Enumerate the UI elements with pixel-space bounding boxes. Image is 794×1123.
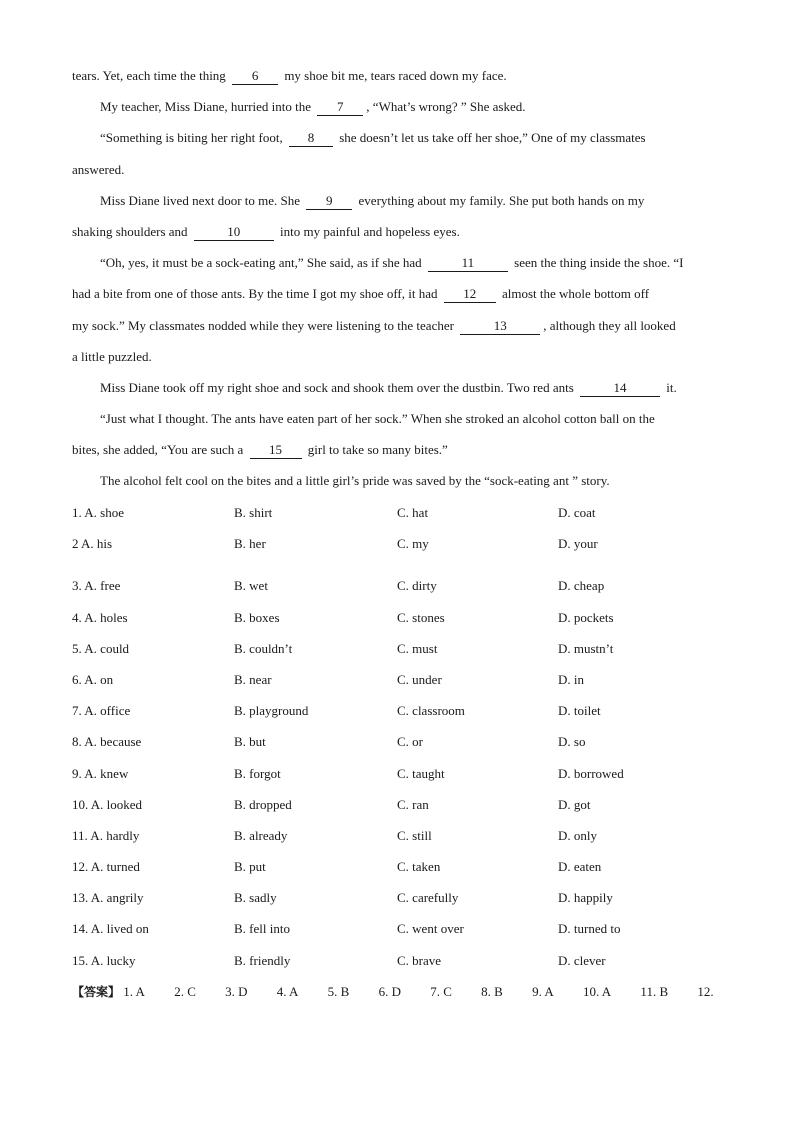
passage-line: The alcohol felt cool on the bites and a little girl’s pride was saved by the “sock-eating ant ” story. xyxy=(100,473,610,489)
cloze-passage xyxy=(72,62,724,499)
passage-line: “Just what I thought. The ants have eaten part of her sock.” When she stroked an alcohol cotton ball on the xyxy=(100,411,655,427)
passage-line: Miss Diane lived next door to me. She 9 everything about my family. She put both hands on my xyxy=(100,192,645,208)
question-row: 2 A. his B. her C. my D. your xyxy=(72,536,598,552)
question-row: 12. A. turned B. put C. taken D. eaten xyxy=(72,859,602,875)
question-row: 5. A. could B. couldn’t C. must D. mustn’t xyxy=(72,640,614,656)
answer-tag: 【答案】 xyxy=(72,985,121,999)
passage-line: shaking shoulders and 10 into my painful and hopeless eyes. xyxy=(72,223,460,239)
blank-11: 11 xyxy=(428,255,508,272)
passage-line: bites, she added, “You are such a 15 girl to take so many bites.” xyxy=(72,442,448,458)
answer-item: 10. A xyxy=(583,984,612,999)
blank-8: 8 xyxy=(289,130,333,147)
answer-item: 11. B xyxy=(640,984,669,999)
answer-item: 9. A xyxy=(532,984,554,999)
answer-item: 6. D xyxy=(378,984,401,999)
passage-line: answered. xyxy=(72,161,125,177)
blank-15: 15 xyxy=(250,442,302,459)
blank-12: 12 xyxy=(444,286,496,303)
question-row: 11. A. hardly B. already C. still D. only xyxy=(72,827,597,843)
question-row: 10. A. looked B. dropped C. ran D. got xyxy=(72,796,591,812)
question-row: 15. A. lucky B. friendly C. brave D. clever xyxy=(72,952,606,968)
question-row: 1. A. shoe B. shirt C. hat D. coat xyxy=(72,505,596,520)
answer-item: 12. xyxy=(697,984,714,999)
question-row: 3. A. free B. wet C. dirty D. cheap xyxy=(72,578,605,594)
passage-line: had a bite from one of those ants. By the time I got my shoe off, it had 12 almost the whole bottom off xyxy=(72,286,650,302)
blank-13: 13 xyxy=(460,318,540,335)
question-row: 14. A. lived on B. fell into C. went over D. turned to xyxy=(72,921,621,937)
answer-item: 4. A xyxy=(276,984,299,999)
passage-line: “Something is biting her right foot, 8 she doesn’t let us take off her shoe,” One of my classmates xyxy=(100,130,646,146)
question-row: 6. A. on B. near C. under D. in xyxy=(72,671,584,687)
question-row: 4. A. holes B. boxes C. stones D. pockets xyxy=(72,609,614,625)
question-row: 13. A. angrily B. sadly C. carefully D. happily xyxy=(72,890,613,906)
passage-line: my sock.” My classmates nodded while they were listening to the teacher 13 , although they all looked xyxy=(72,317,676,333)
blank-10: 10 xyxy=(194,224,274,241)
question-row: 8. A. because B. but C. or D. so xyxy=(72,734,586,750)
passage-line: “Oh, yes, it must be a sock-eating ant,” She said, as if she had 11 seen the thing inside the shoe. “I xyxy=(100,255,684,271)
answer-options xyxy=(72,499,732,978)
passage-line: Miss Diane took off my right shoe and sock and shook them over the dustbin. Two red ants 14 it. xyxy=(100,379,677,395)
passage-line: My teacher, Miss Diane, hurried into the 7 , “What’s wrong? ” She asked. xyxy=(100,99,526,115)
question-row: 9. A. knew B. forgot C. taught D. borrowed xyxy=(72,765,624,781)
answer-item: 5. B xyxy=(327,984,350,999)
blank-9: 9 xyxy=(306,193,352,210)
answer-item: 8. B xyxy=(481,984,503,999)
passage-line: tears. Yet, each time the thing 6 my shoe bit me, tears raced down my face. xyxy=(72,68,507,83)
blank-14: 14 xyxy=(580,380,660,397)
answer-item: 3. D xyxy=(225,984,248,999)
blank-7: 7 xyxy=(317,99,363,116)
passage-line: a little puzzled. xyxy=(72,348,152,364)
answer-key xyxy=(72,978,714,1006)
answer-item: 1. A xyxy=(123,984,145,999)
answer-item: 7. C xyxy=(430,984,452,999)
blank-6: 6 xyxy=(232,68,278,85)
answer-item: 2. C xyxy=(174,984,196,999)
question-row: 7. A. office B. playground C. classroom D. toilet xyxy=(72,703,601,719)
